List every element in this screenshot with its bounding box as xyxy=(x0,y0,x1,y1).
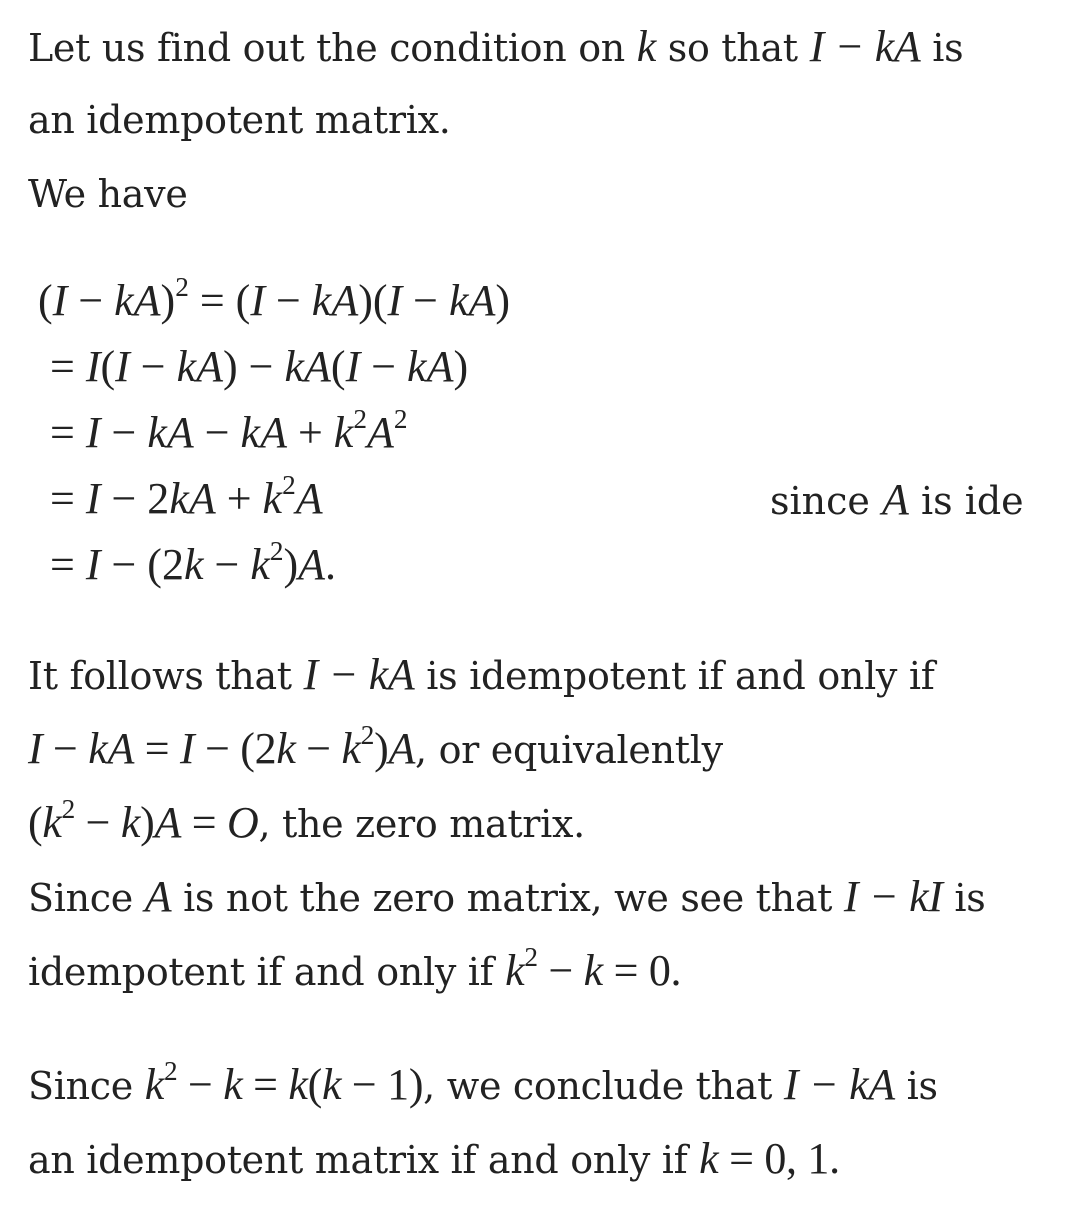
body-text: is xyxy=(894,1064,938,1108)
body-text: is not the zero matrix, we see that xyxy=(171,876,844,920)
conclusion2-line-2 xyxy=(28,1136,840,1183)
derivation-row-2 xyxy=(50,342,468,392)
expr-i-minus-ka: I − kA xyxy=(783,1060,895,1109)
conclusion1-line-2 xyxy=(28,719,723,773)
equation-text: = $I - 2kA + k^2A$ xyxy=(50,469,323,523)
conclusion1-line-1 xyxy=(28,652,935,699)
equation-text: (I − kA)$^2$ = (I − kA)(I − kA) xyxy=(38,271,511,325)
conclusion2-line-1 xyxy=(28,1055,938,1109)
var-k: k xyxy=(636,22,656,71)
expr-i-minus-ka: I − kA xyxy=(303,650,415,699)
conclusion1-line-3 xyxy=(28,793,585,847)
intro-text: so that xyxy=(655,26,810,70)
derivation-row-4 xyxy=(50,469,323,524)
derivation-row-3 xyxy=(50,403,408,458)
expr-k-values: k = 0, 1. xyxy=(699,1134,840,1183)
expr-equality: I − kA = $I - (2k - k^2)A$ xyxy=(28,719,416,773)
body-text: , we conclude that xyxy=(423,1064,784,1108)
body-text: an idempotent matrix if and only if xyxy=(28,1138,700,1182)
equation-text: = I(I − kA) − kA(I − kA) xyxy=(50,342,469,391)
equation-text: = $I - (2k - k^2)A$. xyxy=(50,535,337,589)
body-text: idempotent if and only if xyxy=(28,950,506,994)
body-text: , or equivalently xyxy=(415,728,723,772)
var-a: A xyxy=(144,872,172,921)
body-text: Since xyxy=(28,876,145,920)
equation-text: = I − kA − kA + $k^2A^2$ xyxy=(50,403,408,457)
expr-factorization: $k^2 - k = k(k - 1)$ xyxy=(144,1055,424,1109)
intro-line-1 xyxy=(28,24,963,71)
body-text: , the zero matrix. xyxy=(258,802,585,846)
note-text: since xyxy=(770,479,882,523)
expr-i-minus-ka: I − kA xyxy=(809,22,921,71)
derivation-note xyxy=(770,472,1027,528)
body-text: It follows that xyxy=(28,654,304,698)
body-text: is xyxy=(942,876,986,920)
derivation-row-5 xyxy=(50,535,337,590)
var-a: A xyxy=(881,475,909,524)
expr-i-minus-ki: I − kI xyxy=(843,872,943,921)
conclusion1-line-4 xyxy=(28,874,986,921)
intro-text: is xyxy=(920,26,964,70)
expr-k-condition: $k^2 - k = 0$. xyxy=(505,941,682,995)
intro-text: Let us find out the condition on xyxy=(28,26,637,70)
intro-line-3: We have xyxy=(28,172,188,216)
body-text: is idempotent if and only if xyxy=(414,654,935,698)
note-text: is ide xyxy=(908,479,1024,523)
intro-line-2: an idempotent matrix. xyxy=(28,98,451,142)
expr-zero-matrix: $(k^2 - k)A = O$ xyxy=(28,793,259,847)
derivation-row-1 xyxy=(38,271,511,326)
body-text: Since xyxy=(28,1064,145,1108)
conclusion1-line-5 xyxy=(28,941,682,995)
